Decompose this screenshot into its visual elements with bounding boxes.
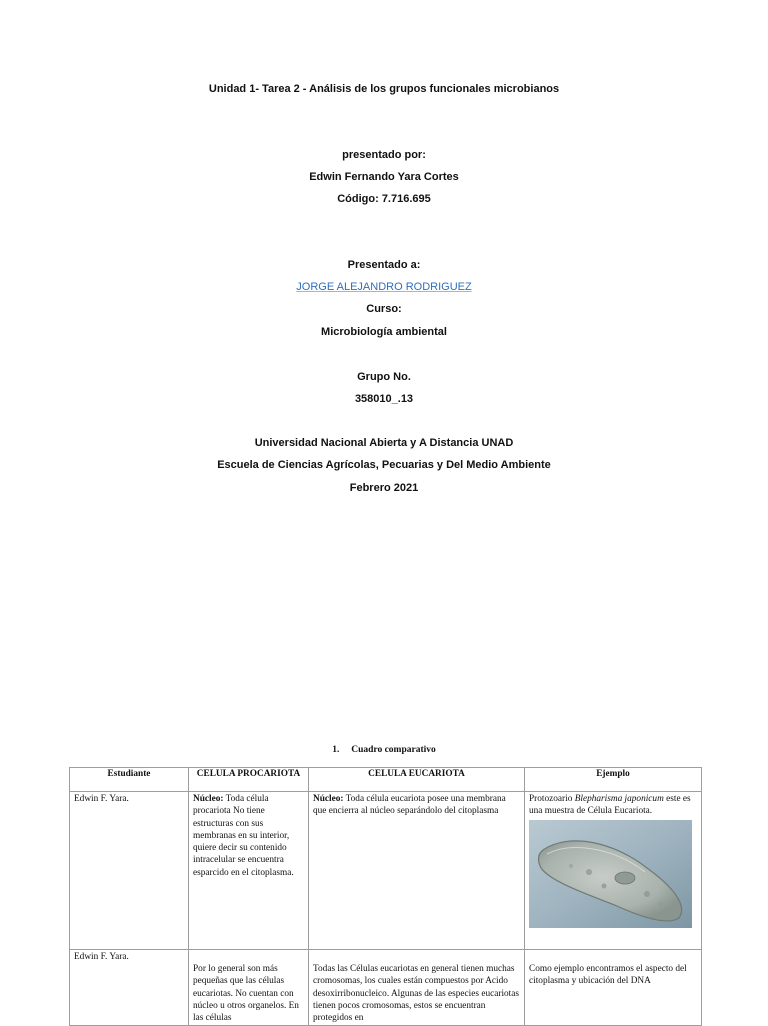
group-number: 358010_.13 <box>354 393 414 405</box>
section-heading <box>0 745 768 755</box>
document-date: Febrero 2021 <box>349 482 419 494</box>
course-name: Microbiología ambiental <box>321 326 447 338</box>
header-ejemplo: Ejemplo <box>525 768 702 792</box>
eucariota-text: Toda célula eucariota posee una membrana que encierra al núcleo separándolo del citoplasma <box>313 794 506 817</box>
example-cell: Como ejemplo encontramos el aspecto del citoplasma y ubicación del DNA <box>525 950 702 1026</box>
header-estudiante: Estudiante <box>70 768 189 792</box>
procariota-bold-label: Núcleo: <box>193 794 224 804</box>
section-title: Cuadro comparativo <box>351 745 436 755</box>
university-name: Universidad Nacional Abierta y A Distancia UNAD <box>254 437 514 449</box>
student-cell: Edwin F. Yara. <box>70 950 189 1026</box>
table-row <box>70 950 702 1026</box>
procariota-cell <box>189 792 309 950</box>
procariota-text: Toda célula procariota No tiene estructuras con sus membranas en su interior, quiere decir su contenido intracelular se encuentra esparcido en el citoplasma. <box>193 794 294 878</box>
student-code: Código: 7.716.695 <box>337 193 431 205</box>
table-row <box>70 792 702 950</box>
author-name: Edwin Fernando Yara Cortes <box>309 171 459 183</box>
eucariota-cell <box>309 792 525 950</box>
header-procariota: CELULA PROCARIOTA <box>189 768 309 792</box>
eucariota-bold-label: Núcleo: <box>313 794 344 804</box>
eucariota-cell: Todas las Células eucariotas en general tienen muchas cromosomas, los cuales están compuestos por Acido desoxirribonucleico. Algunas de las especies eucariotas tienen pocos cromosomas, estos se encuentran protegidos en <box>309 950 525 1026</box>
presented-to-label: Presentado a: <box>347 259 421 271</box>
header-eucariota: CELULA EUCARIOTA <box>309 768 525 792</box>
group-label: Grupo No. <box>357 371 411 383</box>
example-text-pre: Protozoario <box>529 794 575 804</box>
document-title: Unidad 1- Tarea 2 - Análisis de los grupos funcionales microbianos <box>208 83 560 95</box>
example-text-post: este es una muestra de Célula Eucariota. <box>529 794 691 817</box>
comparison-table <box>69 767 702 1026</box>
student-cell: Edwin F. Yara. <box>70 792 189 950</box>
school-name: Escuela de Ciencias Agrícolas, Pecuarias y Del Medio Ambiente <box>217 459 551 471</box>
section-number: 1. <box>332 745 340 755</box>
example-cell <box>525 792 702 950</box>
course-label: Curso: <box>366 303 402 315</box>
presented-by-label: presentado por: <box>342 149 426 161</box>
table-header-row <box>70 768 702 792</box>
tutor-link[interactable]: JORGE ALEJANDRO RODRIGUEZ <box>296 281 472 293</box>
protozoan-photo <box>529 820 692 928</box>
species-name: Blepharisma japonicum <box>574 794 664 804</box>
tutor-link-row <box>0 281 768 293</box>
procariota-cell: Por lo general son más pequeñas que las células eucariotas. No cuentan con núcleo u otros organelos. En las células <box>189 950 309 1026</box>
